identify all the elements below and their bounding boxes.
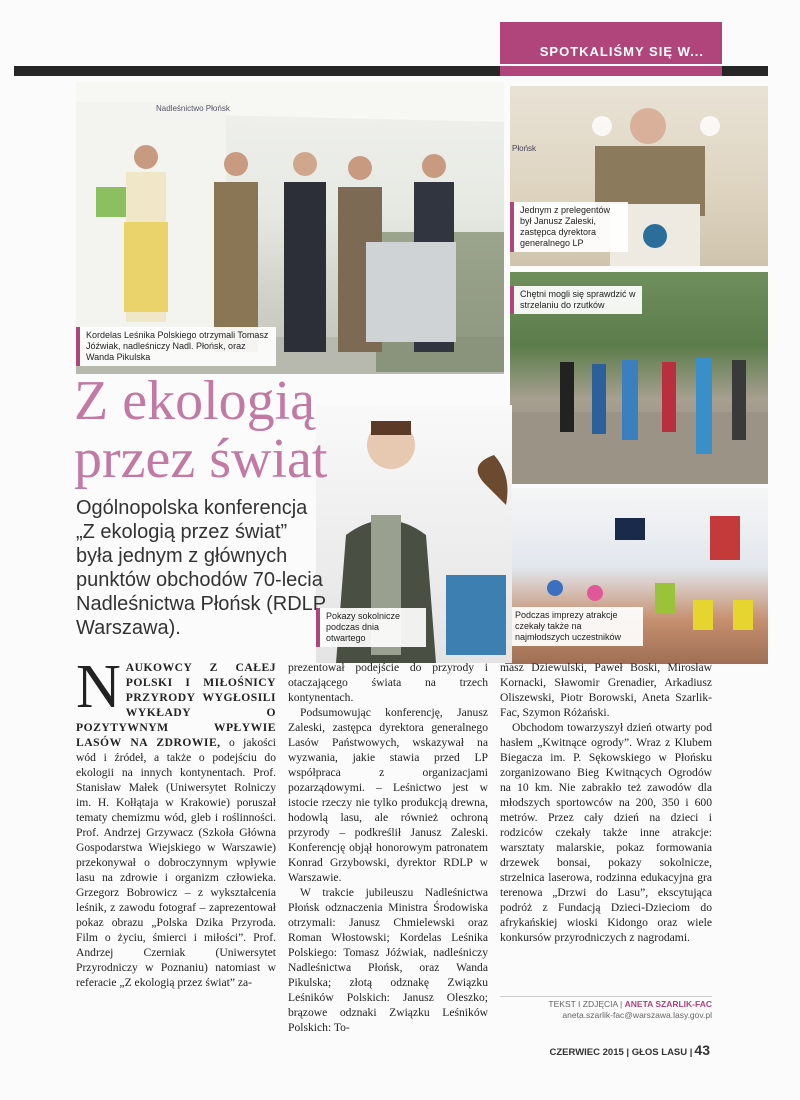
page-number: 43 <box>694 1042 710 1058</box>
banner-text: Płońsk <box>512 144 537 153</box>
drop-cap: N <box>76 653 121 721</box>
photo-speaker <box>510 86 768 266</box>
column-2-paragraph-3: W trakcie jubileuszu Nadleśnictwa Płońsk odznaczenia Ministra Środowiska otrzymali: Janusz Chmielewski oraz Roman Włostowski; Kordelas Leśnika Polskiego: Tomasz Jóźwiak, nadleśniczy Nadleśnictwa Płońsk, oraz Wanda Pikulska; złotą odznakę Związku Leśników Polskich: Janusz Oleszko; brązowe odznaki Związku Leśników Polskich: To- <box>288 886 488 1034</box>
photo-credit <box>500 996 712 1021</box>
title-line-2: przez świat <box>74 428 328 490</box>
banner-text: Nadleśnictwo Płońsk <box>156 104 230 113</box>
caption-speaker: Jednym z prelegentów był Janusz Zaleski, zastępca dyrektora generalnego LP <box>510 202 628 252</box>
article-title <box>74 372 327 488</box>
photo-archery <box>510 272 768 484</box>
caption-kids: Podczas imprezy atrakcje czekały także na najmłodszych uczestników <box>505 607 643 646</box>
body-column-2 <box>288 660 488 1035</box>
column-3-paragraph-2: Obchodom towarzyszył dzień otwarty pod hasłem „Kwitnące ogrody”. Wraz z Klubem Biegacza im. P. Sękowskiego w Płońsku zorganizowano Bieg Kwitnących Ogrodów na 10 km. Nie zabrakło też zawodów dla młodszych sportowców na 200, 350 i 600 metrów. Przez cały dzień na dzieci i rodziców czekały także inne atrakcje: warsztaty malarskie, pokaz formowania drzewek bonsai, pokazy sokolnicze, strzelnica laserowa, rodzinna edukacyjna gra terenowa „Drzwi do Lasu”, ekscytująca podróż z Fundacją Dzieci-Dzieciom do afrykańskiej wioski Kidongo oraz wiele konkursów przyrodniczych z nagrodami. <box>500 721 712 944</box>
photo-falconer <box>316 405 512 663</box>
photo-kids <box>505 488 768 664</box>
column-1-text: o jakości wód i źródeł, a także o podejściu do ekologii na innych kontynentach. Prof. Stanisław Małek (Uniwersytet Rolniczy im. H. Kołłątaja w Krakowie) poruszał tematy chemizmu wód, gleb i roślinności. Prof. Andrzej Grzywacz (Szkoła Główna Gospodarstwa Wiejskiego w Warszawie) przekonywał o dobroczynnym wpływie lasu na zdrowie i organizm człowieka. Grzegorz Bobrowicz – z wykształcenia leśnik, z zawodu fotograf – zaprezentował pokaz obrazu „Polska Dzika Przyroda. Film o życiu, śmierci i miłości”. Prof. Andrzej Czerniak (Uniwersytet Przyrodniczy w Poznaniu) natomiast w referacie „Z ekologią przez świat” za- <box>76 736 276 989</box>
caption-falconer: Pokazy sokolnicze podczas dnia otwartego <box>316 608 426 647</box>
title-line-1: Z ekologią <box>74 370 316 432</box>
opening-caps: AUKOWCY Z CAŁEJ POLSKI I MIŁOŚNICY PRZYRODY WYGŁOSILI WYKŁADY O POZYTYWNYM WPŁYWIE LASÓW NA ZDROWIE, <box>76 661 276 749</box>
caption-ceremony: Kordelas Leśnika Polskiego otrzymali Tomasz Jóźwiak, nadleśniczy Nadl. Płońsk, oraz Wanda Pikulska <box>76 327 276 366</box>
body-column-1 <box>76 653 276 990</box>
credit-email: aneta.szarlik-fac@warszawa.lasy.gov.pl <box>562 1010 712 1020</box>
section-label: SPOTKALIŚMY SIĘ W... <box>539 44 704 59</box>
footer-issue: CZERWIEC 2015 | GŁOS LASU | <box>549 1047 693 1058</box>
column-2-paragraph-2: Podsumowując konferencję, Janusz Zaleski, zastępca dyrektora generalnego Lasów Państwowych, wskazywał na wyzwania, jakie stawia przed LP współpraca z organizacjami pozarządowymi. – Leśnictwo jest w istocie rzeczy nie tylko produkcją drewna, hodowlą lasu, ale również ochroną przyrody – podkreślił Janusz Zaleski. Konferencję objął honorowym patronatem Konrad Grzybowski, dyrektor RDLP w Warszawie. <box>288 706 488 884</box>
photo-ceremony <box>76 82 504 374</box>
page-footer <box>550 1042 711 1058</box>
credit-label: TEKST I ZDJĘCIA | <box>548 999 625 1009</box>
top-rule-accent <box>500 66 722 76</box>
article-lead: Ogólnopolska konferencja „Z ekologią przez świat” była jednym z głównych punktów obchodów 70-lecia Nadleśnictwa Płońsk (RDLP Warszawa). <box>76 497 326 639</box>
column-2-paragraph-1: prezentował podejście do przyrody i otaczającego świata na trzech kontynentach. <box>288 661 488 704</box>
section-tab <box>500 22 722 64</box>
caption-archery: Chętni mogli się sprawdzić w strzelaniu do rzutków <box>510 286 642 314</box>
credit-author: ANETA SZARLIK-FAC <box>624 999 712 1009</box>
body-column-3 <box>500 660 712 945</box>
column-3-paragraph-1: masz Dziewulski, Paweł Boski, Mirosław Kornacki, Sławomir Grenadier, Arkadiusz Oliszewski, Piotr Borowski, Aneta Szarlik-Fac, Szymon Różański. <box>500 661 712 719</box>
